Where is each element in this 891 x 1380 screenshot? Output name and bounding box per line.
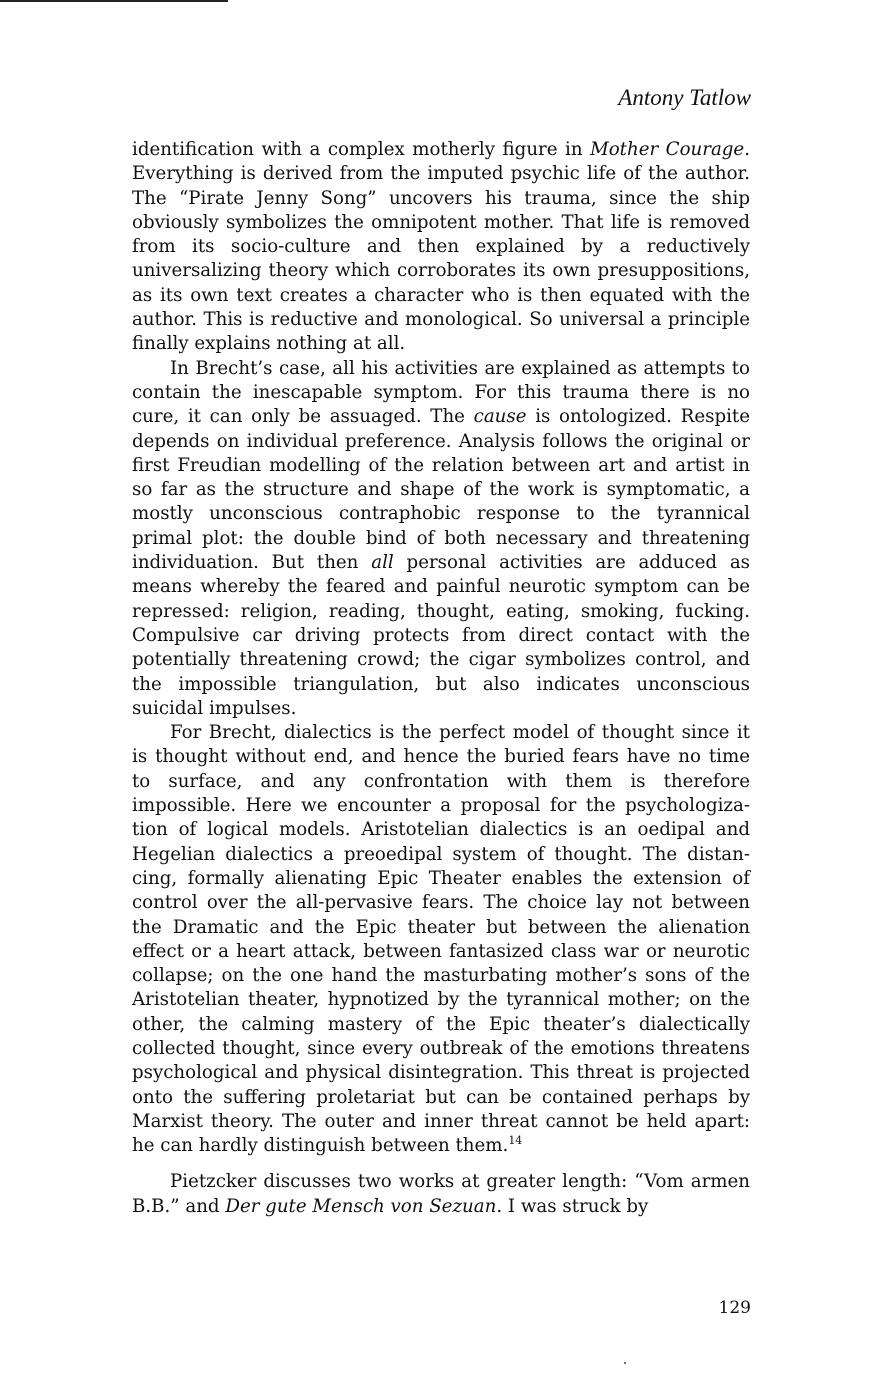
paragraph-3: [132, 721, 750, 1158]
paragraph-1: [132, 138, 750, 357]
paragraph-2-text-b: is ontologized. Respite depends on individual preference. Analysis follows the original or first Freudian modelling of the relation between art and artist in so far as the structure and shape of the work is symptomatic, a mostly unconscious contraphobic response to the tyrannical primal plot: the double bind of both necessary and threatening individuation. But then: [132, 406, 750, 574]
emphasis-all: all: [371, 552, 394, 574]
paragraph-3-text: For Brecht, dialectics is the perfect model of thought since it is thought without end, and hence the buried fears have no time to surface, and any confrontation with them is therefore impossible. Here we encounter a proposal for the psychologization of logical models. Aristotelian dialectics is an oedipal and Hegelian dialectics a preoedipal system of thought. The distancing, formally alienating Epic Theater enables the extension of control over the all-pervasive fears. The choice lay not between the Dramatic and the Epic theater but between the alienation effect or a heart attack, between fantasized class war or neurotic collapse; on the one hand the masturbating mother’s sons of the Aristotelian theater, hypnotized by the tyrannical mother; on the other, the calming mastery of the Epic theater’s dialectically collected thought, since every outbreak of the emotions threatens psychological and physical disintegration. This threat is projected onto the suffering proletariat but can be contained perhaps by Marxist theory. The outer and inner threat cannot be held apart: he can hardly distinguish between them.: [132, 722, 750, 1157]
paragraph-1-text-b: . Everything is derived from the imputed psychic life of the author. The “Pirate Jenny Song” uncovers his trauma, since the ship obviously symbolizes the omnipotent mother. That life is removed from its socio-culture and then explained by a reductively universalizing theory which corroborates its own presuppositions, as its own text creates a character who is then equated with the author. This is reductive and monological. So universal a principle finally explains nothing at all.: [132, 139, 750, 355]
top-edge-rule: [0, 0, 228, 2]
body-text: [132, 138, 750, 1219]
title-mother-courage: Mother Courage: [590, 139, 745, 160]
paragraph-2-text-a: In Brecht’s case, all his activities are explained as attempts to contain the inescapable symptom. For this trauma there is no cure, it can only be assuaged. The: [132, 357, 750, 428]
paragraph-4: [132, 1170, 750, 1219]
title-der-gute-mensch: Der gute Mensch von Sezuan: [225, 1195, 497, 1217]
paragraph-2: [132, 357, 750, 721]
paragraph-4-text-a: Pietzcker discusses two works at greater length: “Vom armen B.B.” and: [132, 1171, 750, 1217]
emphasis-cause: cause: [473, 406, 527, 428]
paragraph-2-text-c: personal activities are adduced as means whereby the feared and painful neurotic symptom can be repressed: religion, reading, thought, eating, smoking, fucking. Compulsive car driving protects from direct contact with the potentially threatening crowd; the cigar symbolizes control, and the impossible triangulation, but also indicates unconscious suicidal impulses.: [132, 552, 750, 719]
scan-speck: [624, 1362, 626, 1364]
paragraph-4-text-b: . I was struck by: [496, 1195, 649, 1217]
running-head-author: Antony Tatlow: [618, 85, 751, 110]
page-number: 129: [718, 1298, 751, 1318]
footnote-reference[interactable]: 14: [508, 1134, 523, 1148]
paragraph-1-text-a: identification with a complex motherly figure in: [132, 139, 591, 160]
